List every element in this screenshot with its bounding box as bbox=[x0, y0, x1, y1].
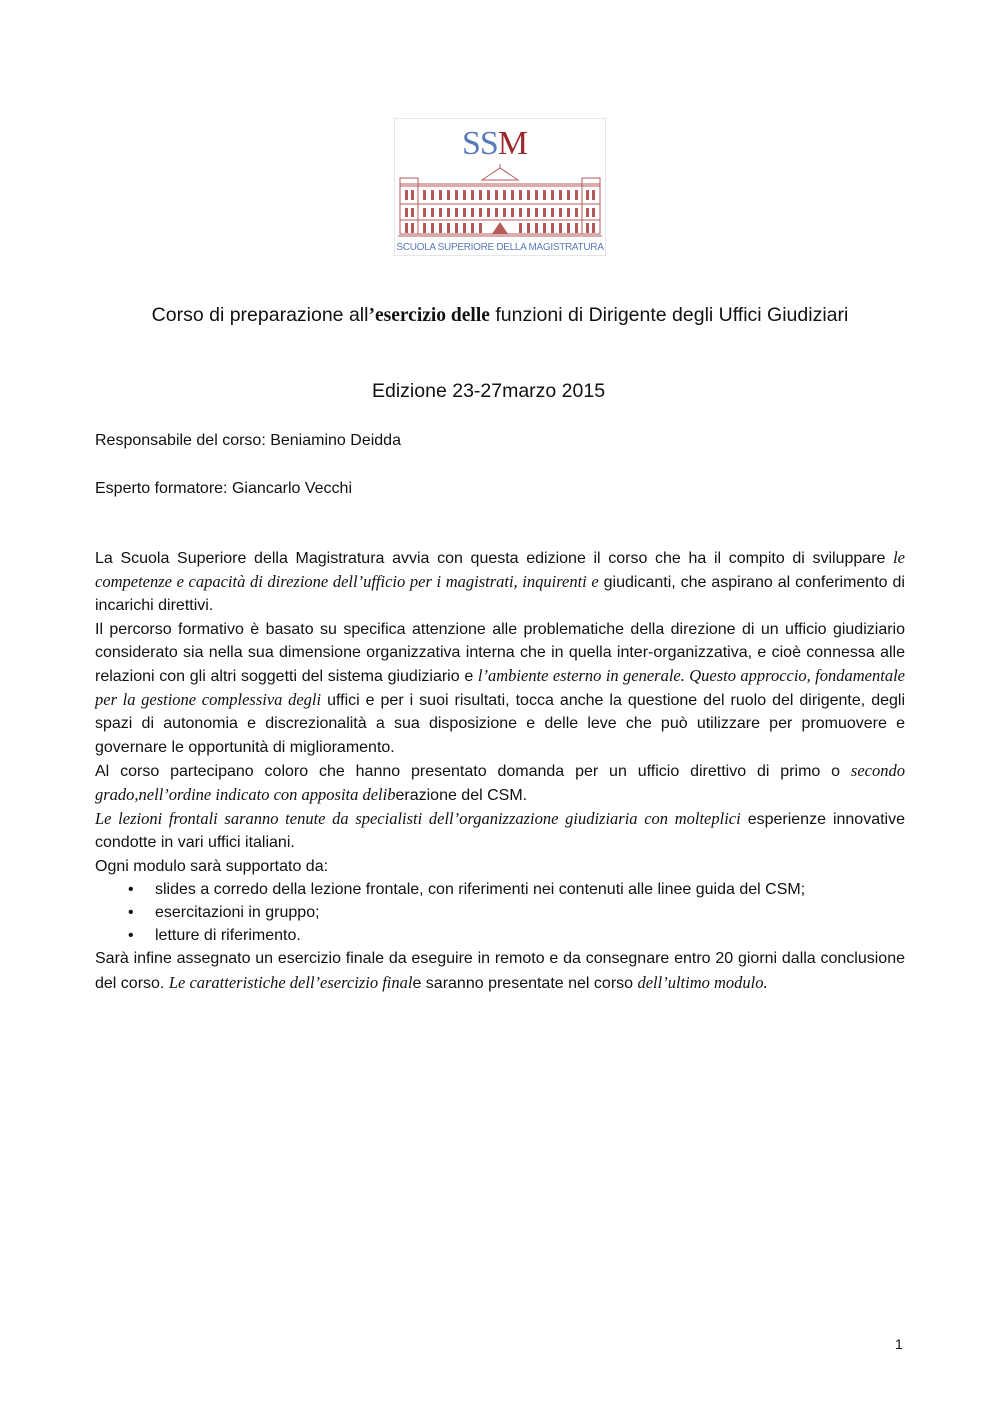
ssm-logo bbox=[394, 118, 606, 256]
paragraph-intro bbox=[95, 546, 905, 618]
paragraph-text: Il percorso formativo è basato su specifica attenzione alle problematiche della direzione di un ufficio giudiziario considerato sia nella sua dimensione organizzativa interna che in quella inter-organizzativa, e cioè connessa alle relazioni con gli altri soggetti del sistema giudiziario e bbox=[95, 620, 905, 686]
course-title bbox=[95, 302, 905, 329]
course-title-part2: ’esercizio delle bbox=[368, 305, 490, 326]
logo-caption: SCUOLA SUPERIORE DELLA MAGISTRATURA bbox=[396, 242, 604, 253]
paragraph-text-italic: Le caratteristiche dell’esercizio final bbox=[168, 972, 413, 992]
paragraph-text-italic: secondo grado,nell’ordine indicato con apposita delib bbox=[95, 760, 905, 805]
paragraph-text: esperienze innovative condotte in vari uffici italiani. bbox=[95, 811, 906, 852]
paragraph-percorso bbox=[95, 618, 905, 759]
course-expert: Esperto formatore: Giancarlo Vecchi bbox=[95, 480, 353, 497]
course-title-part1: Corso di preparazione all bbox=[151, 304, 369, 326]
paragraph-text-italic: Le lezioni frontali saranno tenute da specialisti dell’organizzazione giudiziaria con molteplici bbox=[95, 809, 741, 829]
list-item: • esercitazioni in gruppo; bbox=[95, 901, 905, 924]
page-number: 1 bbox=[895, 1336, 903, 1352]
paragraph-esercizio-finale bbox=[95, 947, 905, 994]
paragraph-text-italic: le competenze e capacità di direzione dell’ufficio per i magistrati, inquirenti e bbox=[95, 548, 905, 592]
paragraph-text: La Scuola Superiore della Magistratura avvia con questa edizione il corso che ha il compito di sviluppare bbox=[95, 550, 894, 567]
paragraph-text-italic: l’ambiente esterno in generale. Questo approccio, fondamentale per la gestione complessiva degli bbox=[95, 666, 905, 710]
paragraph-text: e saranno presentate nel corso bbox=[412, 974, 638, 992]
document-body bbox=[95, 546, 905, 995]
paragraph-partecipanti bbox=[95, 759, 905, 807]
paragraph-text: Al corso partecipano coloro che hanno presentato domanda per un ufficio direttivo di primo o bbox=[95, 762, 851, 780]
paragraph-text: Sarà infine assegnato un esercizio finale da eseguire in remoto e da consegnare entro 20 giorni dalla conclusione del corso. bbox=[95, 950, 905, 992]
edition-line: Edizione 23-27marzo 2015 bbox=[372, 380, 606, 402]
support-list bbox=[95, 878, 905, 948]
list-item: • letture di riferimento. bbox=[95, 924, 905, 947]
list-item: • slides a corredo della lezione frontale, con riferimenti nei contenuti alle linee guida del CSM; bbox=[95, 878, 905, 901]
logo-acronym: SSM bbox=[462, 125, 528, 162]
paragraph-text: uffici e per i suoi risultati, tocca anche la questione del ruolo del dirigente, degli spazi di autonomia e discrezionalità a sua disposizione e delle leve che può utilizzare per promuovere e governare le opportunità di miglioramento. bbox=[95, 692, 905, 756]
course-title-part3: funzioni di Dirigente degli Uffici Giudiziari bbox=[489, 304, 849, 326]
paragraph-lezioni bbox=[95, 807, 905, 854]
paragraph-text: erazione del CSM. bbox=[395, 787, 528, 805]
paragraph-text-italic: dell’ultimo modulo. bbox=[637, 972, 768, 992]
paragraph-moduli: Ogni modulo sarà supportato da: bbox=[95, 857, 329, 875]
course-manager: Responsabile del corso: Beniamino Deidda bbox=[95, 432, 401, 449]
paragraph-text: giudicanti, che aspirano al conferimento di incarichi direttivi. bbox=[95, 574, 905, 615]
